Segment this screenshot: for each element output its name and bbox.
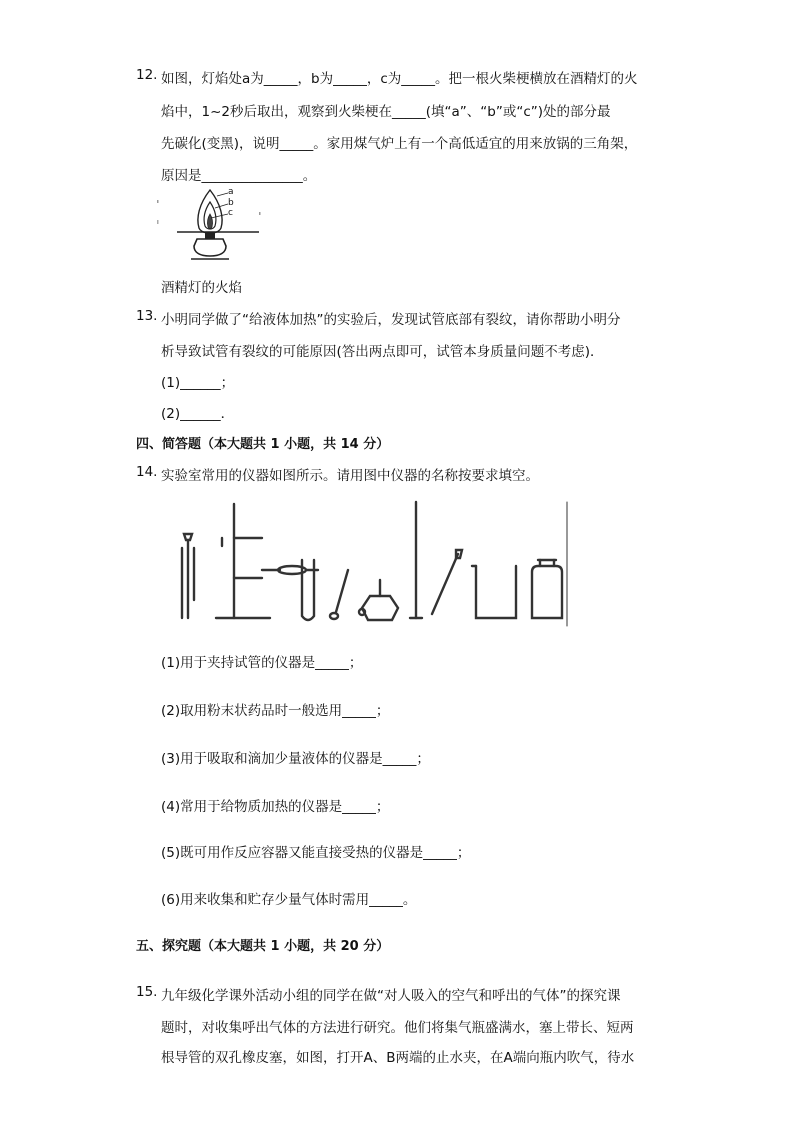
answer-line: (1)______； xyxy=(161,375,235,391)
dropper-icon xyxy=(432,550,462,614)
answer-line: (2)______． xyxy=(161,406,235,422)
question-text-line: 题时，对收集呼出气体的方法进行研究。他们将集气瓶盛满水，塞上带长、短两 xyxy=(161,1020,634,1036)
question-text-line: 析导致试管有裂纹的可能原因(答出两点即可，试管本身质量问题不考虑)． xyxy=(161,344,604,360)
evaporating-dish-icon xyxy=(262,566,318,574)
question-text-line: 如图，灯焰处a为_____，b为_____，c为_____。把一根火柴梗横放在酒精灯的火 xyxy=(161,71,638,87)
flame-label-b: b xyxy=(228,198,234,208)
figure-caption: 酒精灯的火焰 xyxy=(161,280,242,296)
question-number: 15. xyxy=(136,984,158,1000)
flame-label-a: a xyxy=(228,187,234,197)
alcohol-lamp-icon xyxy=(359,580,398,620)
beaker-icon xyxy=(472,566,516,618)
question-text-line: 实验室常用的仪器如图所示。请用图中仪器的名称按要求填空。 xyxy=(161,468,539,484)
medicine-spoon-icon xyxy=(330,570,348,619)
fill-in-item: (3)用于吸取和滴加少量液体的仪器是_____； xyxy=(161,751,430,767)
fill-in-item: (2)取用粉末状药品时一般选用_____； xyxy=(161,703,390,719)
section-heading: 四、简答题（本大题共 1 小题，共 14 分） xyxy=(136,437,390,452)
flame-label-c: c xyxy=(228,208,233,218)
test-tube-holder-icon xyxy=(182,534,194,618)
question-number: 14. xyxy=(136,464,158,480)
question-text-line: 小明同学做了“给液体加热”的实验后，发现试管底部有裂纹，请你帮助小明分 xyxy=(161,312,621,328)
fill-in-item: (6)用来收集和贮存少量气体时需用_____。 xyxy=(161,892,417,908)
question-text-line: 九年级化学课外活动小组的同学在做“对人吸入的空气和呼出的气体”的探究课 xyxy=(161,988,621,1004)
question-text-line: 根导管的双孔橡皮塞，如图，打开A、B两端的止水夹，在A端向瓶内吹气，待水 xyxy=(161,1050,635,1066)
question-text-line: 焰中，1~2秒后取出，观察到火柴梗在_____(填“a”、“b”或“c”)处的部分最 xyxy=(161,104,611,120)
question-number: 13. xyxy=(136,308,158,324)
graduated-cylinder-icon xyxy=(410,502,422,618)
iron-stand-icon xyxy=(216,504,270,618)
fill-in-item: (4)常用于给物质加热的仪器是_____； xyxy=(161,799,390,815)
question-text-line: 先碳化(变黑)，说明_____。家用煤气炉上有一个高低适宜的用来放锅的三角架， xyxy=(161,136,638,152)
question-number: 12. xyxy=(136,67,158,83)
section-heading: 五、探究题（本大题共 1 小题，共 20 分） xyxy=(136,939,390,954)
gas-collecting-bottle-icon xyxy=(532,560,562,618)
fill-in-item: (5)既可用作反应容器又能直接受热的仪器是_____； xyxy=(161,845,471,861)
lab-apparatus-figure xyxy=(170,500,570,630)
fill-in-item: (1)用于夹持试管的仪器是_____； xyxy=(161,655,363,671)
alcohol-lamp-figure xyxy=(155,186,265,266)
question-text-line: 原因是_______________。 xyxy=(161,168,317,184)
